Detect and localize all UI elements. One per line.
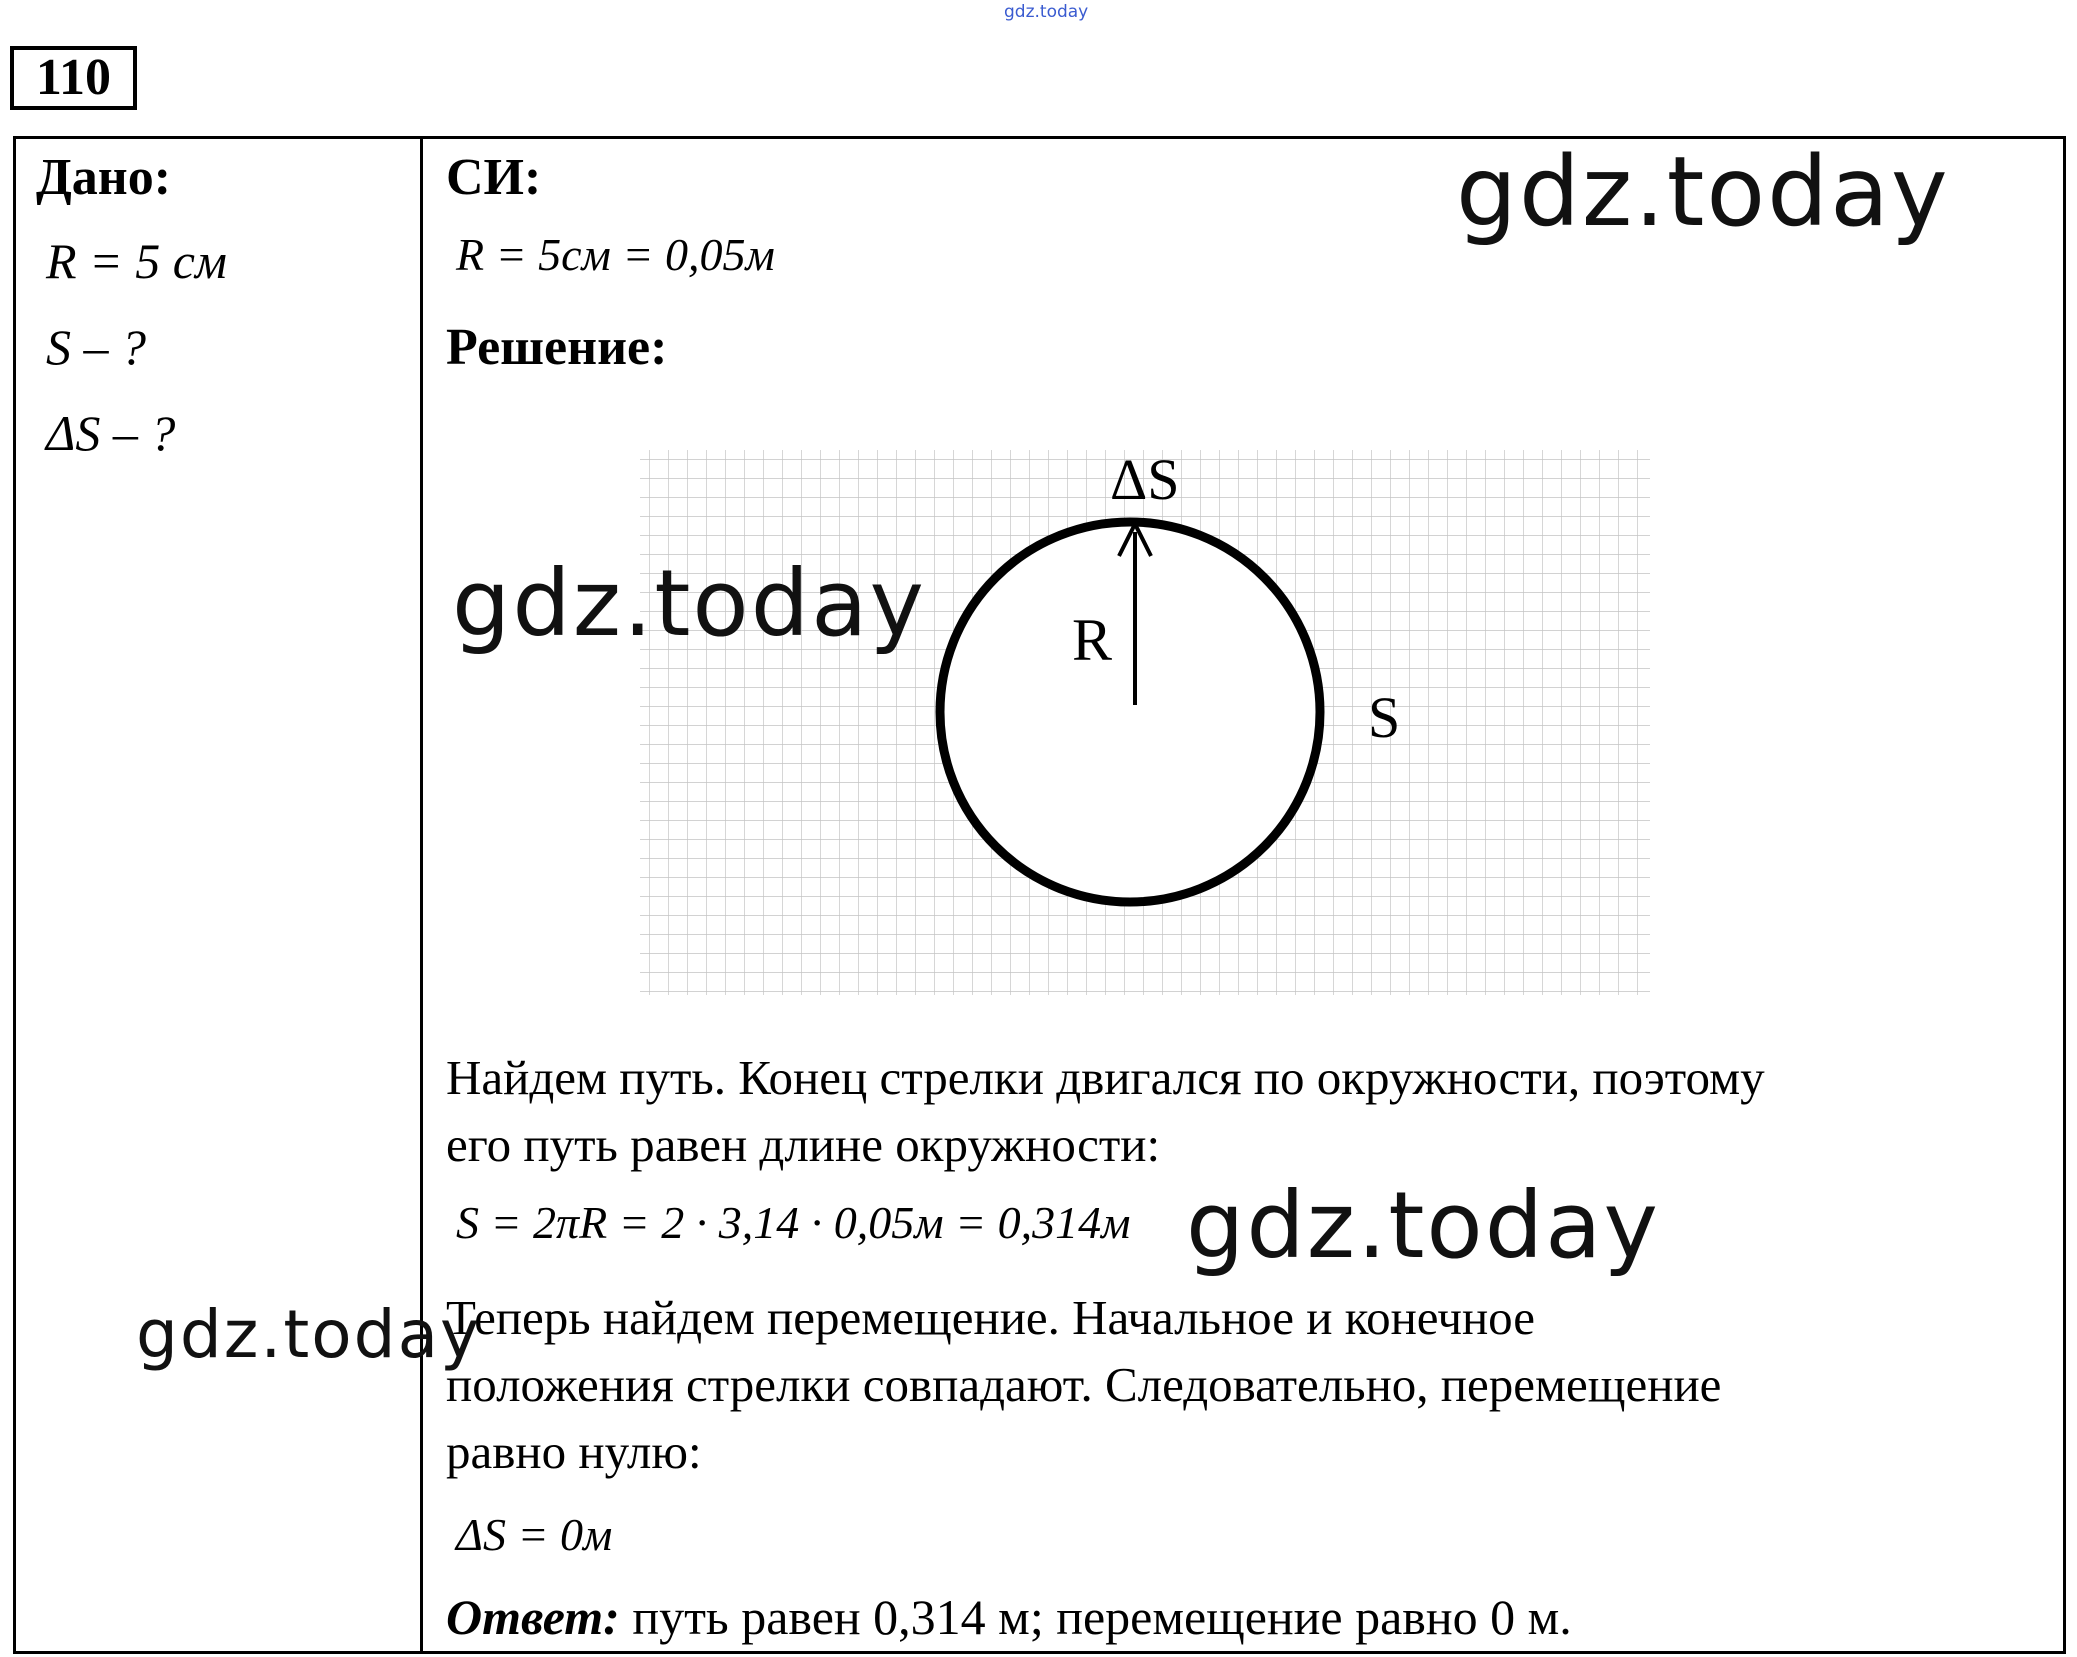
si-conversion: R = 5см = 0,05м bbox=[456, 229, 775, 280]
given-displacement-query: ΔS – ? bbox=[46, 405, 176, 461]
si-heading: СИ: bbox=[446, 149, 542, 206]
paragraph-displacement-line-2: положения стрелки совпадают. Следовательно, перемещение bbox=[446, 1357, 1722, 1412]
top-watermark: gdz.today bbox=[1004, 2, 1089, 22]
circle-path bbox=[940, 522, 1320, 902]
formula-path: S = 2πR = 2 · 3,14 · 0,05м = 0,314м bbox=[456, 1197, 1131, 1248]
paragraph-displacement bbox=[446, 1284, 1721, 1485]
watermark-left: gdz.today bbox=[136, 1296, 482, 1373]
formula-displacement: ΔS = 0м bbox=[456, 1509, 613, 1560]
answer-label: Ответ: bbox=[446, 1589, 620, 1645]
paragraph-path bbox=[446, 1044, 1765, 1178]
column-divider bbox=[420, 136, 423, 1654]
watermark-top-right: gdz.today bbox=[1456, 136, 1950, 248]
label-radius: R bbox=[1072, 607, 1113, 673]
answer-line bbox=[446, 1588, 1572, 1646]
label-delta-s: ΔS bbox=[1110, 447, 1180, 512]
given-heading: Дано: bbox=[36, 149, 172, 206]
watermark-formula: gdz.today bbox=[1186, 1172, 1660, 1279]
watermark-figure: gdz.today bbox=[452, 550, 926, 657]
paragraph-displacement-line-3: равно нулю: bbox=[446, 1424, 702, 1479]
circle-diagram bbox=[630, 440, 1670, 1010]
problem-number: 110 bbox=[10, 46, 137, 110]
label-path: S bbox=[1368, 685, 1401, 750]
solution-heading: Решение: bbox=[446, 319, 668, 376]
given-radius: R = 5 см bbox=[46, 233, 227, 289]
paragraph-displacement-line-1: Теперь найдем перемещение. Начальное и конечное bbox=[446, 1290, 1536, 1345]
answer-text: путь равен 0,314 м; перемещение равно 0 м. bbox=[619, 1589, 1572, 1645]
given-path-query: S – ? bbox=[46, 319, 146, 375]
paragraph-path-line-2: его путь равен длине окружности: bbox=[446, 1117, 1161, 1172]
paragraph-path-line-1: Найдем путь. Конец стрелки двигался по окружности, поэтому bbox=[446, 1050, 1765, 1105]
